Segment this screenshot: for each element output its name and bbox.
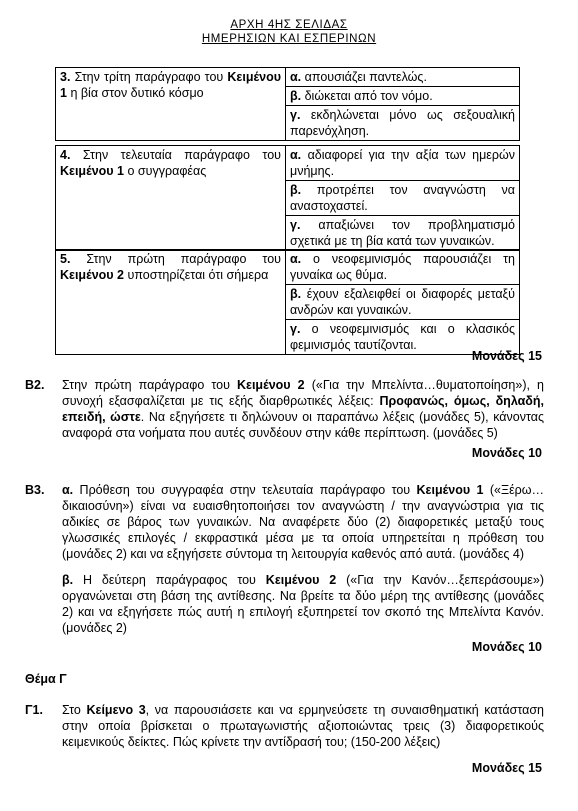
question-4-table (55, 145, 520, 251)
question-5-stem: 5. Στην πρώτη παράγραφο του Κειμένου 2 υποστηρίζεται ότι σήμερα (56, 250, 286, 355)
question-5-option-c: γ. ο νεοφεμινισμός και ο κλασικός φεμινισμός ταυτίζονται. (286, 320, 520, 355)
header-line-1: ΑΡΧΗ 4ΗΣ ΣΕΛΙΔΑΣ (230, 19, 348, 31)
question-5-option-a: α. ο νεοφεμινισμός παρουσιάζει τη γυναίκα ως θύμα. (286, 250, 520, 285)
question-4-option-a: α. αδιαφορεί για την αξία των ημερών μνήμης. (286, 146, 520, 181)
question-3-option-c: γ. εκδηλώνεται μόνο ως σεξουαλική παρενόχληση. (286, 106, 520, 141)
monades-15-b: Μονάδες 15 (471, 761, 542, 775)
page-header (0, 18, 578, 46)
header-line-2: ΗΜΕΡΗΣΙΩΝ ΚΑΙ ΕΣΠΕΡΙΝΩΝ (201, 33, 377, 45)
section-heading-thema-g: Θέμα Γ (25, 672, 67, 686)
question-3-option-b: β. διώκεται από τον νόμο. (286, 87, 520, 106)
question-g1-text: Στο Κείμενο 3, να παρουσιάσετε και να ερμηνεύσετε τη συναισθηματική κατάσταση στην οποία βρίσκεται ο πρωταγωνιστής αξιοποιώντας τρεις (3) διαφορετικούς κειμενικούς δείκτες. Πώς κρίνετε την αντίδρασή του; (150-200 λέξεις) (62, 703, 544, 749)
question-b2-number: Β2. (25, 378, 45, 392)
question-5-option-b: β. έχουν εξαλειφθεί οι διαφορές μεταξύ ανδρών και γυναικών. (286, 285, 520, 320)
question-4-stem: 4. Στην τελευταία παράγραφο του Κειμένου 1 ο συγγραφέας (56, 146, 286, 251)
question-b2-text: Στην πρώτη παράγραφο του Κειμένου 2 («Για την Μπελίντα…θυματοποίηση»), η συνοχή εξασφαλίζεται με τις εξής διαρθρωτικές λέξεις: Προφανώς, όμως, δηλαδή, επειδή, ώστε. Να εξηγήσετε τι δηλώνουν οι παραπάνω λέξεις (μονάδες 5), κάνοντας αναφορά στα νοήματα που αυτές συνδέουν στην κάθε περίπτωση. (μονάδες 5) (62, 378, 544, 440)
question-g1 (25, 702, 544, 750)
monades-15-a: Μονάδες 15 (471, 349, 542, 363)
question-b3-number: Β3. (25, 483, 45, 497)
question-b3-part-a: α. Πρόθεση του συγγραφέα στην τελευταία παράγραφο του Κειμένου 1 («Ξέρω… δικαιοσύνη») είναι να ευαισθητοποιήσει τον αναγνώστη / την αναγνώστρια για τις αδικίες σε βάρος των γυναικών. Να αναφέρετε δύο (2) διαφορετικές μεταξύ τους γλωσσικές επιλογές / εκφραστικά μέσα με τα οποία υπηρετείται η πρόθεση του (μονάδες 2) και να εξηγήσετε σύντομα τη λειτουργία καθενός από αυτά. (μονάδες 4) (62, 483, 545, 561)
question-g1-number: Γ1. (25, 703, 43, 717)
question-b3-part-b: β. Η δεύτερη παράγραφος του Κειμένου 2 («Για την Κανόν…ξεπεράσουμε») οργανώνεται στη βάση της αντίθεσης. Να βρείτε τα δύο μέρη της αντίθεσης (μονάδες 2) και να εξηγήσετε πώς αυτή η επιλογή εξυπηρετεί τον σκοπό της Μπελίντα Κανόν. (μονάδες 2) (62, 573, 544, 635)
question-b2 (25, 377, 544, 441)
question-b3 (25, 482, 544, 636)
monades-10-a: Μονάδες 10 (471, 446, 542, 460)
question-3-stem: 3. Στην τρίτη παράγραφο του Κειμένου 1 η βία στον δυτικό κόσμο (56, 68, 286, 141)
question-4-option-b: β. προτρέπει τον αναγνώστη να αναστοχαστεί. (286, 181, 520, 216)
question-5-table (55, 249, 520, 355)
question-3-option-a: α. απουσιάζει παντελώς. (286, 68, 520, 87)
question-4-option-c: γ. απαξιώνει τον προβληματισμό σχετικά με τη βία κατά των γυναικών. (286, 216, 520, 251)
monades-10-b: Μονάδες 10 (471, 640, 542, 654)
question-3-table (55, 67, 520, 141)
